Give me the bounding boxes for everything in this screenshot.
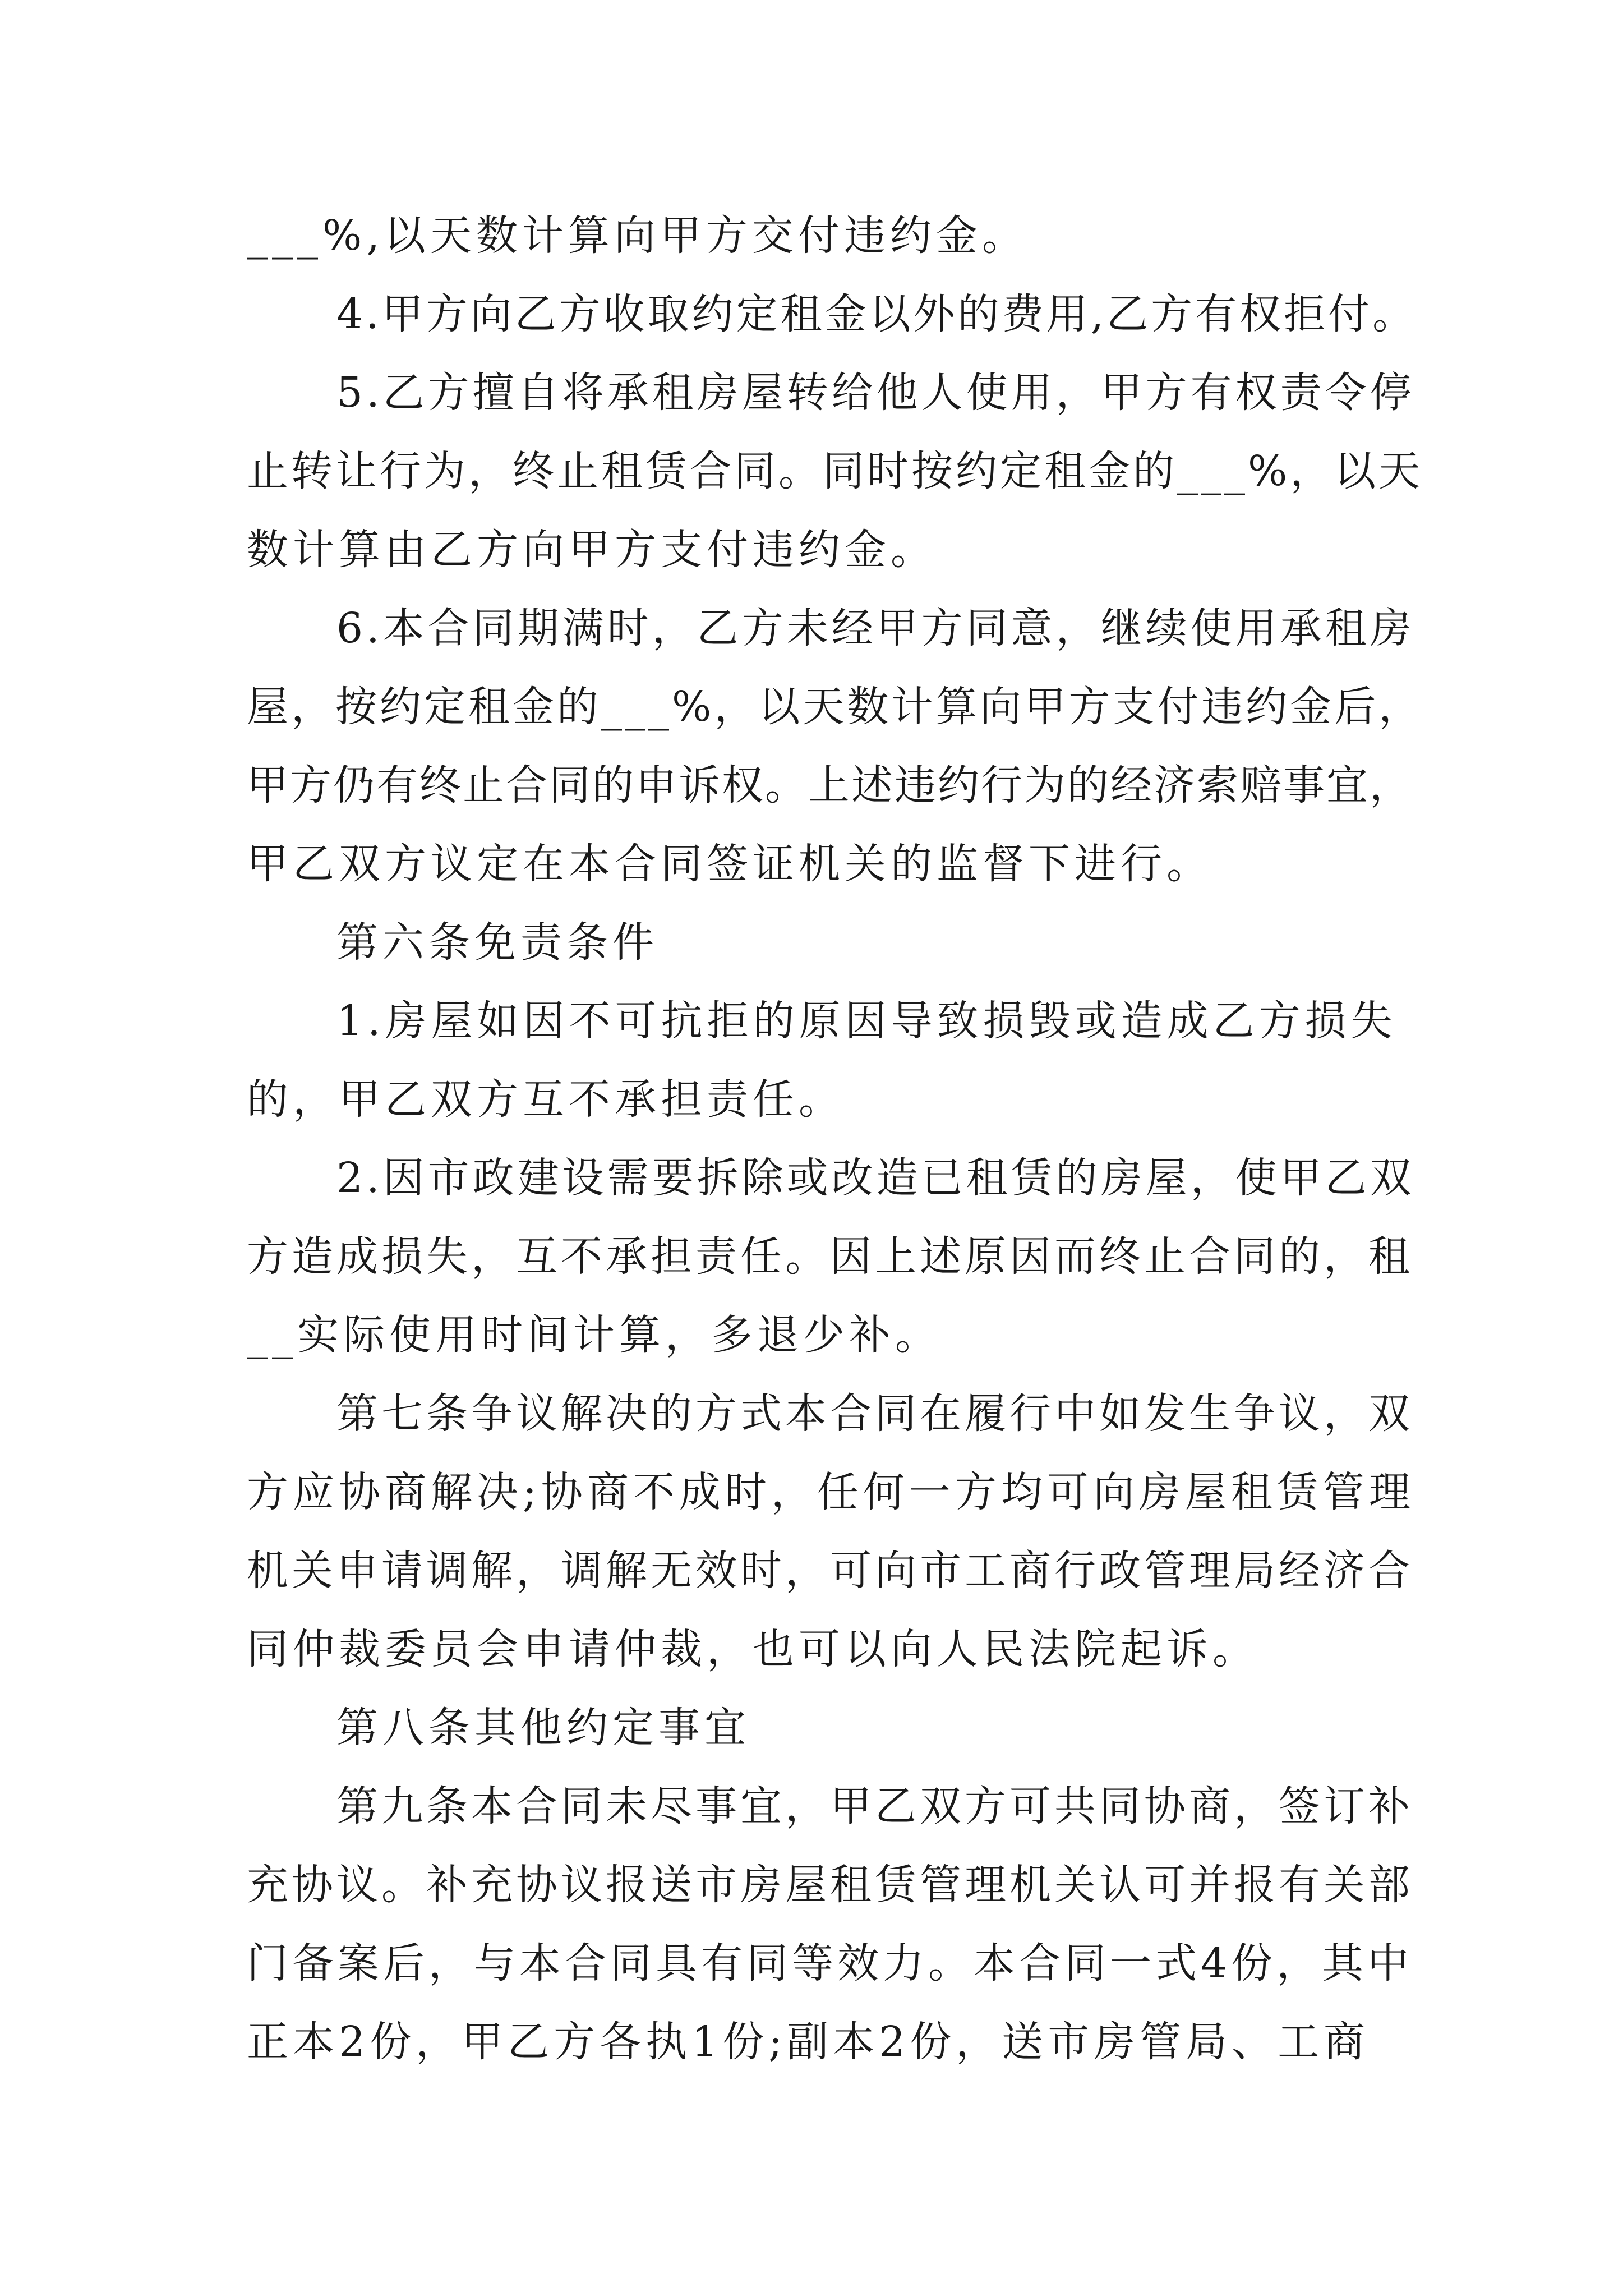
text-line-8: 甲方仍有终止合同的申诉权。上述违约行为的经济索赔事宜，: [247, 761, 1413, 809]
section-heading-6: 第六条免责条件: [336, 918, 658, 967]
section-heading-9: 第九条本合同未尽事宜，甲乙双方可共同协商，签订补: [336, 1782, 1413, 1830]
text-line-24: 正本2份，甲乙方各执1份;副本2份，送市房管局、工商: [247, 2018, 1370, 2066]
text-line-2: 4.甲方向乙方收取约定租金以外的费用,乙方有权拒付。: [336, 290, 1417, 338]
text-line-7: 屋，按约定租金的___%，以天数计算向甲方支付违约金后，: [247, 683, 1423, 731]
text-line-15: __实际使用时间计算，多退少补。: [247, 1311, 941, 1359]
text-line-18: 机关申请调解，调解无效时，可向市工商行政管理局经济合: [247, 1547, 1413, 1595]
text-line-6: 6.本合同期满时，乙方未经甲方同意，继续使用承租房: [336, 604, 1415, 652]
text-line-19: 同仲裁委员会申请仲裁，也可以向人民法院起诉。: [247, 1625, 1258, 1673]
text-line-3: 5.乙方擅自将承租房屋转给他人使用，甲方有权责令停: [336, 369, 1415, 417]
text-line-14: 方造成损失，互不承担责任。因上述原因而终止合同的，租: [247, 1232, 1413, 1281]
text-line-13: 2.因市政建设需要拆除或改造已租赁的房屋，使甲乙双: [336, 1154, 1415, 1202]
text-line-4: 止转让行为，终止租赁合同。同时按约定租金的___%，以天: [247, 447, 1423, 495]
text-line-9: 甲乙双方议定在本合同签证机关的监督下进行。: [247, 840, 1212, 888]
section-heading-8: 第八条其他约定事宜: [336, 1704, 750, 1752]
text-line-1: ___%,以天数计算向甲方交付违约金。: [247, 211, 1028, 260]
text-line-22: 充协议。补充协议报送市房屋租赁管理机关认可并报有关部: [247, 1861, 1413, 1909]
text-line-12: 的，甲乙双方互不承担责任。: [247, 1075, 845, 1124]
text-line-17: 方应协商解决;协商不成时，任何一方均可向房屋租赁管理: [247, 1468, 1415, 1516]
text-line-11: 1.房屋如因不可抗拒的原因导致损毁或造成乙方损失: [336, 997, 1397, 1045]
text-line-23: 门备案后，与本合同具有同等效力。本合同一式4份，其中: [247, 1939, 1413, 1987]
text-line-5: 数计算由乙方向甲方支付违约金。: [247, 526, 937, 574]
section-heading-7: 第七条争议解决的方式本合同在履行中如发生争议，双: [336, 1389, 1413, 1438]
